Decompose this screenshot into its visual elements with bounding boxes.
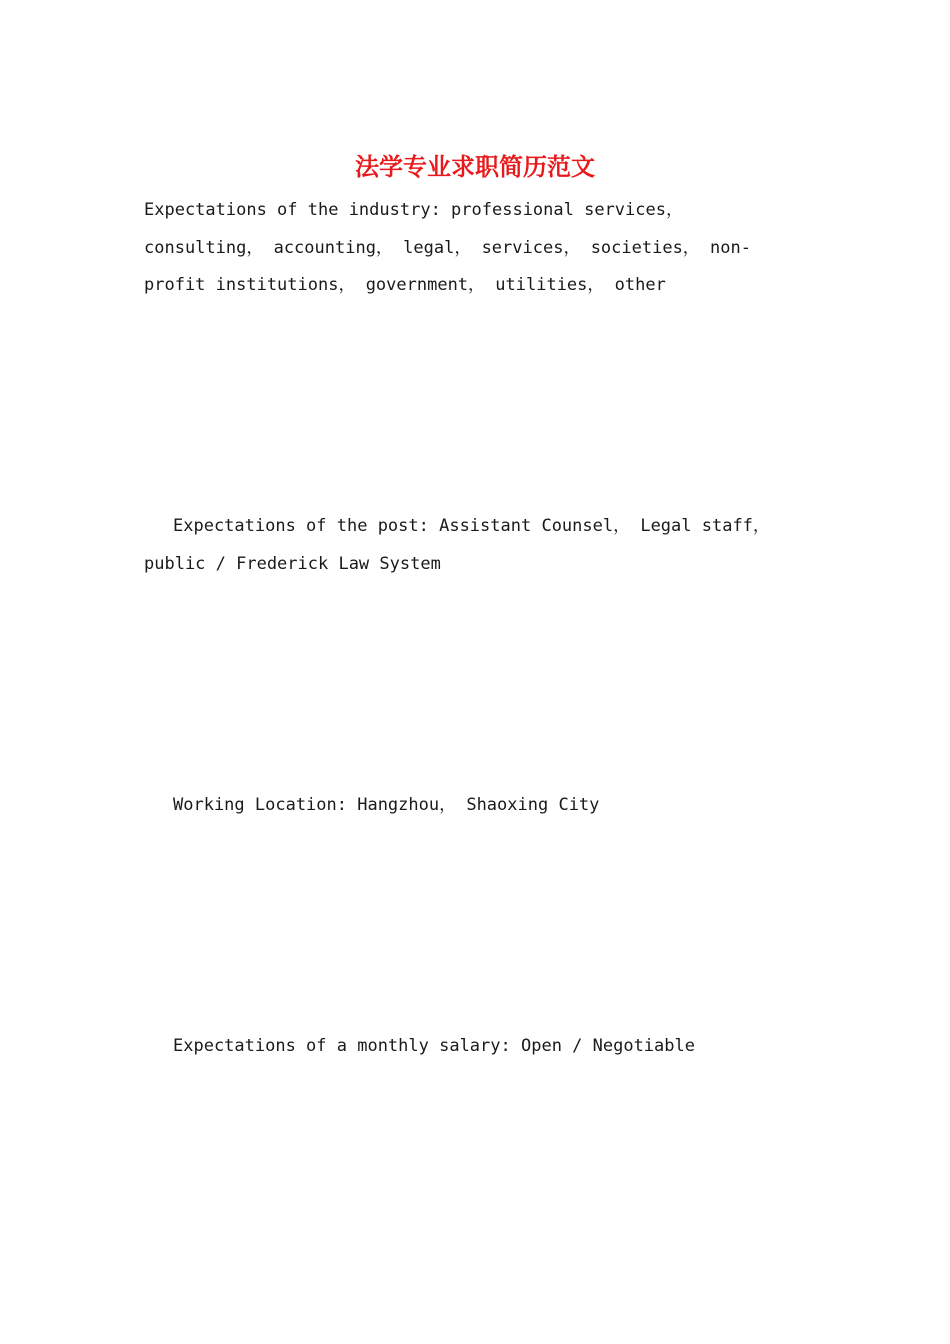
salary-expectations-paragraph: Expectations of a monthly salary: Open / Negotiable (173, 1036, 695, 1056)
industry-expectations-paragraph: Expectations of the industry: professional services， consulting， accounting， legal， services， societies， non-profit institutions， government， utilities， other (144, 200, 751, 295)
document-title: 法学专业求职简历范文 (355, 152, 595, 181)
post-expectations-paragraph: Expectations of the post: Assistant Counsel， Legal staff， public / Frederick Law System (144, 516, 770, 574)
working-location-paragraph: Working Location: Hangzhou， Shaoxing City (173, 795, 600, 815)
